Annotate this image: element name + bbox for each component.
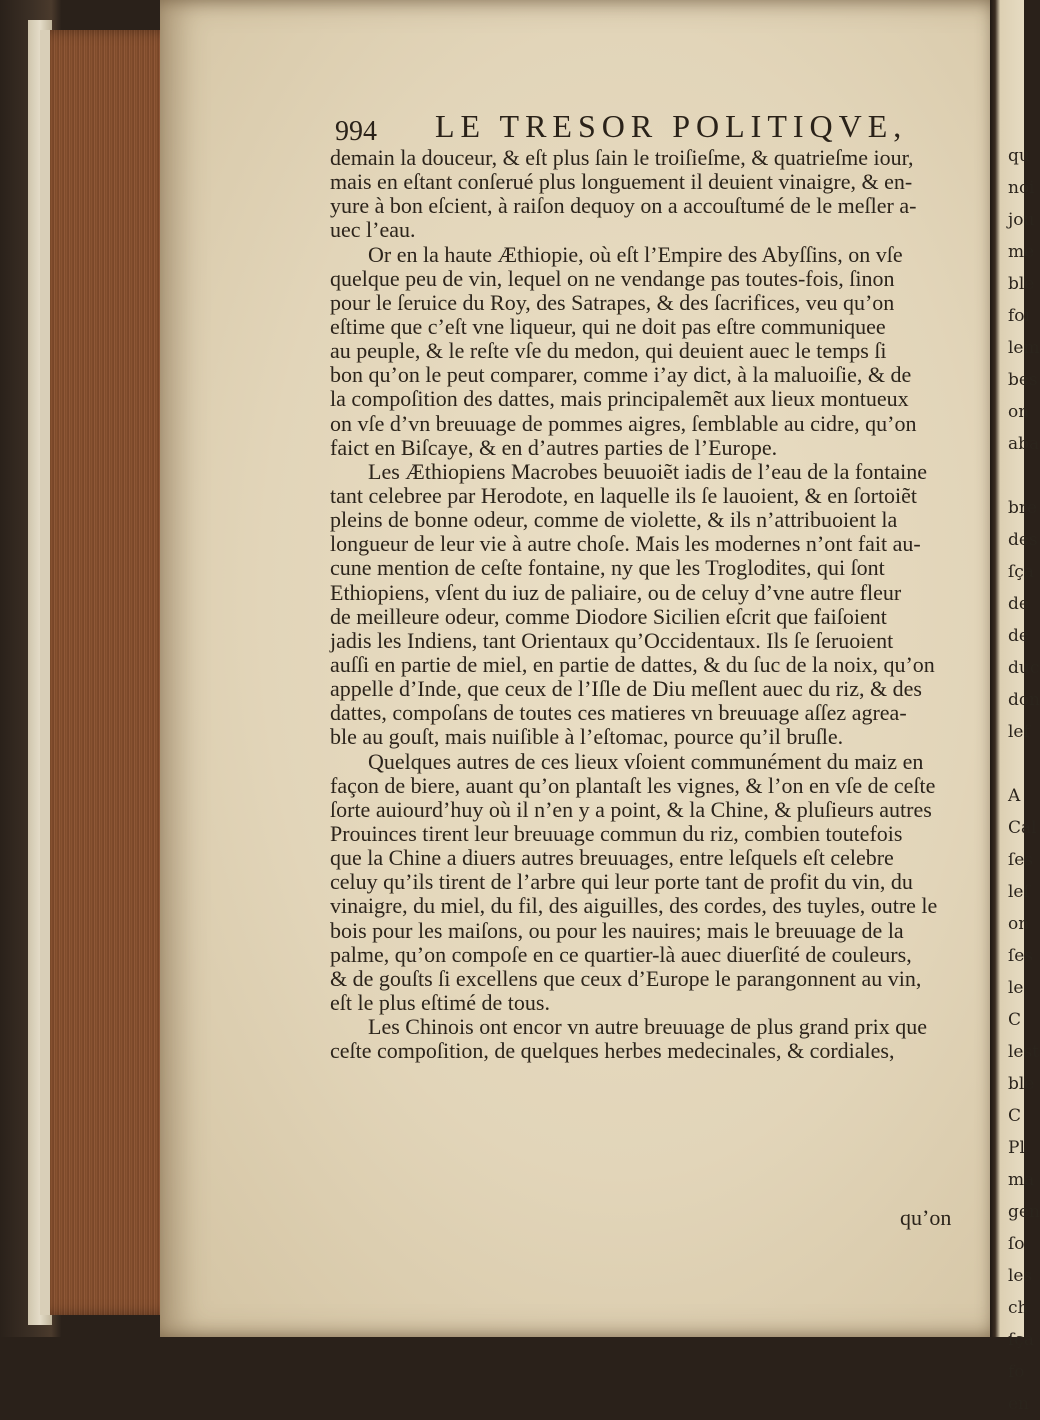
facing-fragment: qu — [1008, 146, 1030, 166]
text-line: façon de biere, auant qu’on plantaſt les vignes, & l’on en vſe de ceſte — [330, 772, 936, 798]
text-line: bois pour les maiſons, ou pour les nauires; mais le breuuage de la — [330, 917, 904, 943]
facing-fragment: de — [1008, 594, 1029, 614]
facing-fragment: lem — [1008, 338, 1040, 358]
facing-fragment: C — [1008, 1106, 1022, 1126]
facing-fragment: me — [1008, 242, 1035, 262]
text-line: ſorte auiourd’huy où il n’en y a point, & la Chine, & pluſieurs autres — [330, 796, 932, 822]
text-line: Or en la haute Æthiopie, où eſt l’Empire des Abyſſins, on vſe — [368, 241, 903, 267]
text-line: Prouinces tirent leur breuuage commun du riz, combien toutefois — [330, 820, 903, 846]
facing-fragment: ble — [1008, 1074, 1035, 1094]
text-line: que la Chine a diuers autres breuuages, entre leſquels eſt celebre — [330, 845, 894, 871]
page-number: 994 — [335, 116, 377, 147]
text-line: ble au gouſt, mais nuiſible à l’eſtomac, pource qu’il bruſle. — [330, 724, 844, 750]
text-line: tant celebree par Herodote, en laquelle ils ſe lauoient, & en ſortoiẽt — [330, 482, 918, 508]
running-title: LE TRESOR POLITIQVE, — [435, 108, 908, 144]
text-line: yure à bon eſcient, à raiſon dequoy on a accouſtumé de le meſler a- — [330, 193, 917, 219]
text-line: uec l’eau. — [330, 217, 416, 243]
facing-fragment — [1008, 748, 1038, 780]
facing-fragment: gen — [1008, 1202, 1040, 1222]
facing-page-edge — [990, 0, 1040, 1414]
text-line: quelque peu de vin, lequel on ne vendange pas toutes-fois, ſinon — [330, 265, 895, 291]
text-line: dattes, compoſans de toutes ces matieres vn breuuage aſſez agrea- — [330, 700, 907, 726]
facing-fragment: ſça — [1008, 1330, 1034, 1350]
facing-fragment: A — [1008, 786, 1021, 806]
body-text — [330, 146, 970, 1063]
text-line: longueur de leur vie à autre choſe. Mais les modernes n’ont fait au- — [330, 531, 921, 557]
running-head — [335, 108, 975, 148]
text-line: ceſte compoſition, de quelques herbes medecinales, & cordiales, — [330, 1038, 895, 1064]
facing-fragment: les — [1008, 1266, 1033, 1286]
text-line: faict en Biſcaye, & en d’autres parties de l’Europe. — [330, 434, 778, 460]
text-line: & de gouſts ſi excellens que ceux d’Europe le parangonnent au vin, — [330, 965, 922, 991]
text-line: de meilleure odeur, comme Diodore Sicilien eſcrit que faiſoient — [330, 603, 887, 629]
text-line: appelle d’Inde, que ceux de l’Iſle de Diu meſlent auec du riz, & des — [330, 676, 922, 702]
text-line: pour le ſeruice du Roy, des Satrapes, & des ſacrifices, veu qu’on — [330, 289, 895, 315]
text-line: mais en eſtant conſerué plus longuement il deuient vinaigre, & en- — [330, 169, 913, 195]
facing-fragment: on — [1008, 914, 1030, 934]
facing-fragment: ſo — [1008, 1234, 1025, 1254]
page-stack-edge — [40, 30, 180, 1315]
text-line: vinaigre, du miel, du fil, des aiguilles, des cordes, des tuyles, outre le — [330, 893, 938, 919]
facing-fragment: ſes — [1008, 850, 1034, 870]
text-line: eſt le plus eſtimé de tous. — [330, 989, 550, 1015]
facing-fragment — [1008, 460, 1038, 492]
facing-fragment: C — [1008, 1010, 1022, 1030]
text-line: cune mention de ceſte fontaine, ny que les Troglodites, qui ſont — [330, 555, 885, 581]
facing-page-fragments — [1008, 140, 1038, 1420]
text-line: palme, qu’on compoſe en ce quartier-là auec diuerſité de couleurs, — [330, 941, 912, 967]
text-line: jadis les Indiens, tant Orientaux qu’Occidentaux. Ils ſe ſeruoient — [330, 627, 894, 653]
text-line: auſſi en partie de miel, en partie de dattes, & du ſuc de la noix, qu’on — [330, 651, 935, 677]
facing-fragment: le — [1008, 978, 1024, 998]
facing-fragment: duc — [1008, 658, 1040, 678]
facing-fragment: bes — [1008, 370, 1038, 390]
facing-fragment: leſ — [1008, 882, 1030, 902]
facing-fragment: des — [1008, 530, 1038, 550]
catchword: qu’on — [900, 1205, 952, 1230]
facing-fragment: bre — [1008, 498, 1038, 518]
text-line: eſtime que c’eſt vne liqueur, qui ne doit pas eſtre communiquee — [330, 313, 886, 339]
text-line: la compoſition des dattes, mais principalemẽt aux lieux montueux — [330, 386, 909, 412]
facing-fragment: jou — [1008, 210, 1035, 230]
facing-fragment: don — [1008, 690, 1040, 710]
facing-fragment: ſça — [1008, 562, 1034, 582]
text-line: Quelques autres de ces lieux vſoient communément du maiz en — [368, 748, 924, 774]
facing-fragment: lef — [1008, 722, 1030, 742]
facing-fragment: ble — [1008, 274, 1035, 294]
facing-fragment: ſes — [1008, 946, 1034, 966]
text-line: au peuple, & le reſte vſe du medon, qui deuient auec le temps ſi — [330, 338, 887, 364]
facing-fragment: on — [1008, 402, 1030, 422]
text-line: demain la douceur, & eſt plus ſain le troiſieſme, & quatrieſme iour, — [330, 145, 914, 170]
text-line: on vſe d’vn breuuage de pommes aigres, ſemblable au cidre, qu’on — [330, 410, 917, 436]
facing-fragment: aba — [1008, 434, 1040, 454]
facing-fragment: foi — [1008, 306, 1030, 326]
text-line: pleins de bonne odeur, comme de violette, & ils n’attribuoient la — [330, 507, 898, 533]
facing-fragment: lest — [1008, 1042, 1040, 1062]
text-line: Les Æthiopiens Macrobes beuuoiẽt iadis de l’eau de la fontaine — [368, 458, 927, 484]
text-line: Les Chinois ont encor vn autre breuuage de plus grand prix que — [368, 1014, 928, 1040]
facing-fragment: ma — [1008, 1170, 1035, 1190]
facing-fragment: ch — [1008, 1298, 1029, 1318]
facing-fragment: en — [1008, 1394, 1030, 1414]
text-line: Ethiopiens, vſent du iuz de paliaire, ou de celuy d’vne autre fleur — [330, 579, 902, 605]
facing-fragment: de — [1008, 626, 1029, 646]
facing-fragment: noi — [1008, 178, 1035, 198]
facing-fragment: Pl — [1008, 1138, 1025, 1158]
facing-fragment: Cal — [1008, 818, 1037, 838]
text-line: celuy qu’ils tirent de l’arbre qui leur porte tant de profit du vin, du — [330, 869, 913, 895]
text-line: bon qu’on le peut comparer, comme i’ay dict, à la maluoiſie, & de — [330, 362, 912, 388]
facing-fragment: fo — [1008, 1362, 1025, 1382]
